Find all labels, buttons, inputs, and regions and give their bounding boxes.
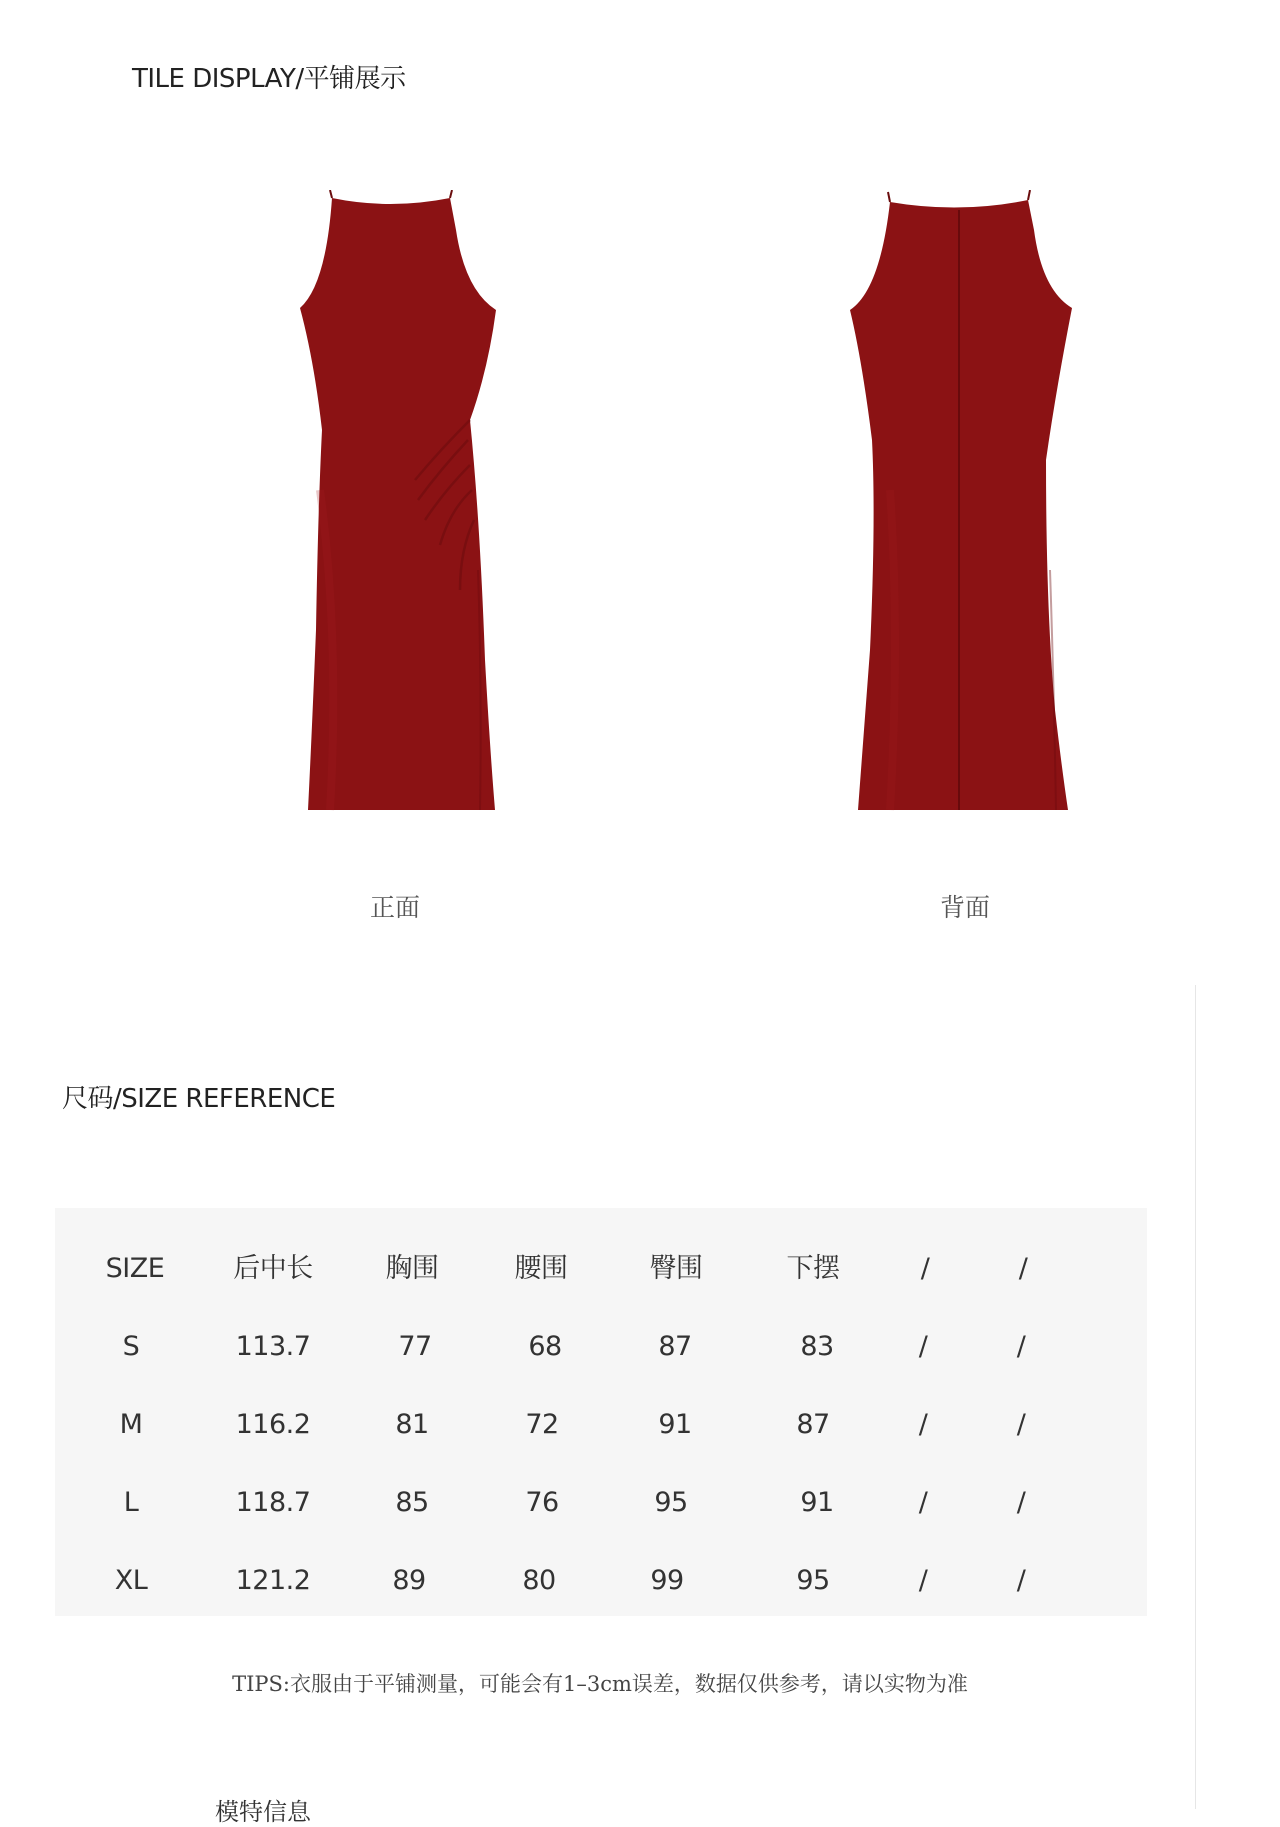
table-cell: 81 <box>395 1409 429 1440</box>
size-table <box>55 1208 1147 1616</box>
size-reference-title: 尺码/SIZE REFERENCE <box>62 1084 336 1114</box>
table-cell: 121.2 <box>235 1565 311 1596</box>
table-header-cell: 下摆 <box>786 1253 840 1284</box>
table-cell: 89 <box>392 1565 426 1596</box>
table-cell: 85 <box>395 1487 429 1518</box>
table-header-row <box>55 1230 1147 1308</box>
table-row <box>55 1386 1147 1464</box>
table-cell: / <box>1016 1565 1026 1596</box>
table-header-cell: SIZE <box>105 1253 165 1284</box>
back-caption: 背面 <box>940 893 991 922</box>
table-cell: 91 <box>658 1409 692 1440</box>
table-cell: 91 <box>800 1487 834 1518</box>
table-cell: 77 <box>398 1331 432 1362</box>
table-cell: 116.2 <box>235 1409 311 1440</box>
tile-display-title: TILE DISPLAY/平铺展示 <box>132 64 406 94</box>
table-cell: S <box>122 1331 140 1362</box>
table-row <box>55 1308 1147 1386</box>
table-cell: 95 <box>796 1565 830 1596</box>
table-header-cell: 后中长 <box>233 1253 313 1284</box>
table-cell: 87 <box>796 1409 830 1440</box>
table-cell: 68 <box>528 1331 562 1362</box>
model-info-title-partial: 模特信息 <box>215 1798 311 1826</box>
table-cell: / <box>1016 1487 1026 1518</box>
table-cell: 99 <box>650 1565 684 1596</box>
dress-front-image <box>300 190 510 815</box>
table-cell: M <box>119 1409 143 1440</box>
table-cell: / <box>918 1331 928 1362</box>
front-caption: 正面 <box>370 893 421 922</box>
table-cell: 95 <box>654 1487 688 1518</box>
table-cell: / <box>1016 1409 1026 1440</box>
table-cell: 80 <box>522 1565 556 1596</box>
dress-back-image <box>850 190 1075 815</box>
table-header-cell: 腰围 <box>514 1253 568 1284</box>
table-header-cell: / <box>1018 1253 1028 1284</box>
table-header-cell: 胸围 <box>385 1253 439 1284</box>
table-cell: XL <box>114 1565 148 1596</box>
table-cell: 118.7 <box>235 1487 311 1518</box>
tips-note: TIPS:衣服由于平铺测量，可能会有1–3cm误差，数据仅供参考，请以实物为准 <box>232 1672 968 1696</box>
table-row <box>55 1542 1147 1620</box>
table-cell: / <box>918 1409 928 1440</box>
table-header-cell: 臀围 <box>649 1253 703 1284</box>
table-cell: 72 <box>525 1409 559 1440</box>
table-cell: / <box>1016 1331 1026 1362</box>
table-cell: L <box>123 1487 139 1518</box>
table-cell: 76 <box>525 1487 559 1518</box>
table-cell: / <box>918 1565 928 1596</box>
table-header-cell: / <box>920 1253 930 1284</box>
table-cell: 113.7 <box>235 1331 311 1362</box>
table-cell: 83 <box>800 1331 834 1362</box>
table-cell: / <box>918 1487 928 1518</box>
table-row <box>55 1464 1147 1542</box>
table-cell: 87 <box>658 1331 692 1362</box>
